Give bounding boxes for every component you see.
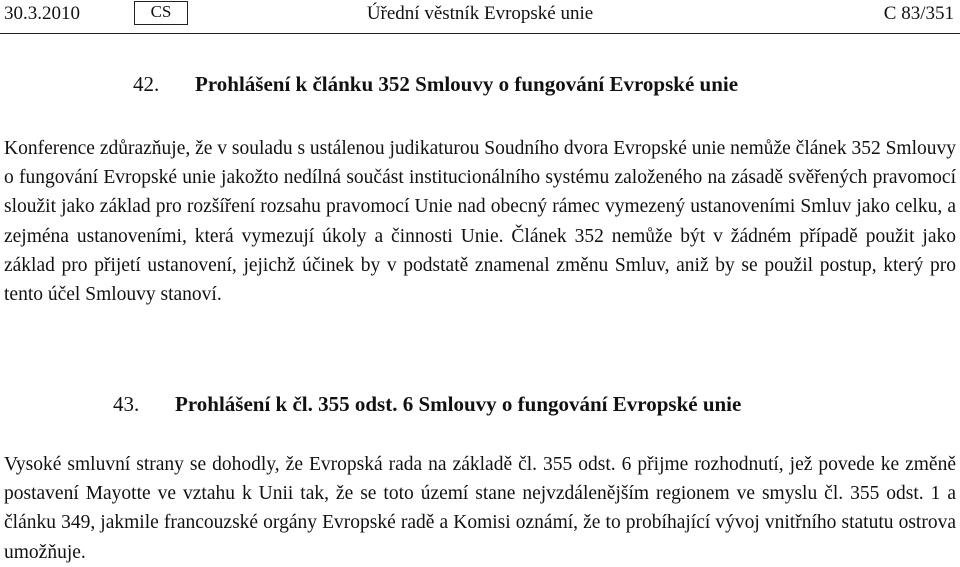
section-title: Prohlášení k článku 352 Smlouvy o fungování Evropské unie [195, 72, 739, 96]
journal-title: Úřední věstník Evropské unie [366, 3, 594, 24]
page-header [0, 0, 960, 40]
section-number: 43. [113, 392, 140, 416]
journal-reference: C 83/351 [883, 3, 954, 24]
section-title: Prohlášení k čl. 355 odst. 6 Smlouvy o fungování Evropské unie [175, 392, 742, 416]
header-rule [0, 33, 960, 34]
language-code-box: CS [134, 1, 188, 25]
section-paragraph-42: Konference zdůrazňuje, že v souladu s ustálenou judikaturou Soudního dvora Evropské unie nemůže článek 352 Smlouvy o fungování Evropské unie jakožto nedílná součást institucionálního systému založeného na zásadě svěřených pravomocí sloužit jako základ pro rozšíření rozsahu pravomocí Unie nad obecný rámec vymezený ustanoveními Smluv jako celku, a zejména ustanoveními, která vymezují úkoly a činnosti Unie. Článek 352 nemůže být v žádném případě použit jako základ pro přijetí ustanovení, jejichž účinek by v podstatě znamenal změnu Smluv, aniž by se použil postup, který pro tento účel Smlouvy stanoví. [4, 138, 956, 306]
publication-date: 30.3.2010 [4, 3, 80, 24]
section-number: 42. [133, 72, 160, 96]
section-paragraph-43: Vysoké smluvní strany se dohodly, že Evropská rada na základě čl. 355 odst. 6 přijme rozhodnutí, jež povede ke změně postavení Mayotte ve vztahu k Unii tak, že se toto území stane nejvzdálenějším regionem ve smyslu čl. 355 odst. 1 a článku 349, jakmile francouzské orgány Evropské radě a Komisi oznámí, že to probíhající vývoj vnitřního statutu ostrova umožňuje. [4, 454, 956, 563]
